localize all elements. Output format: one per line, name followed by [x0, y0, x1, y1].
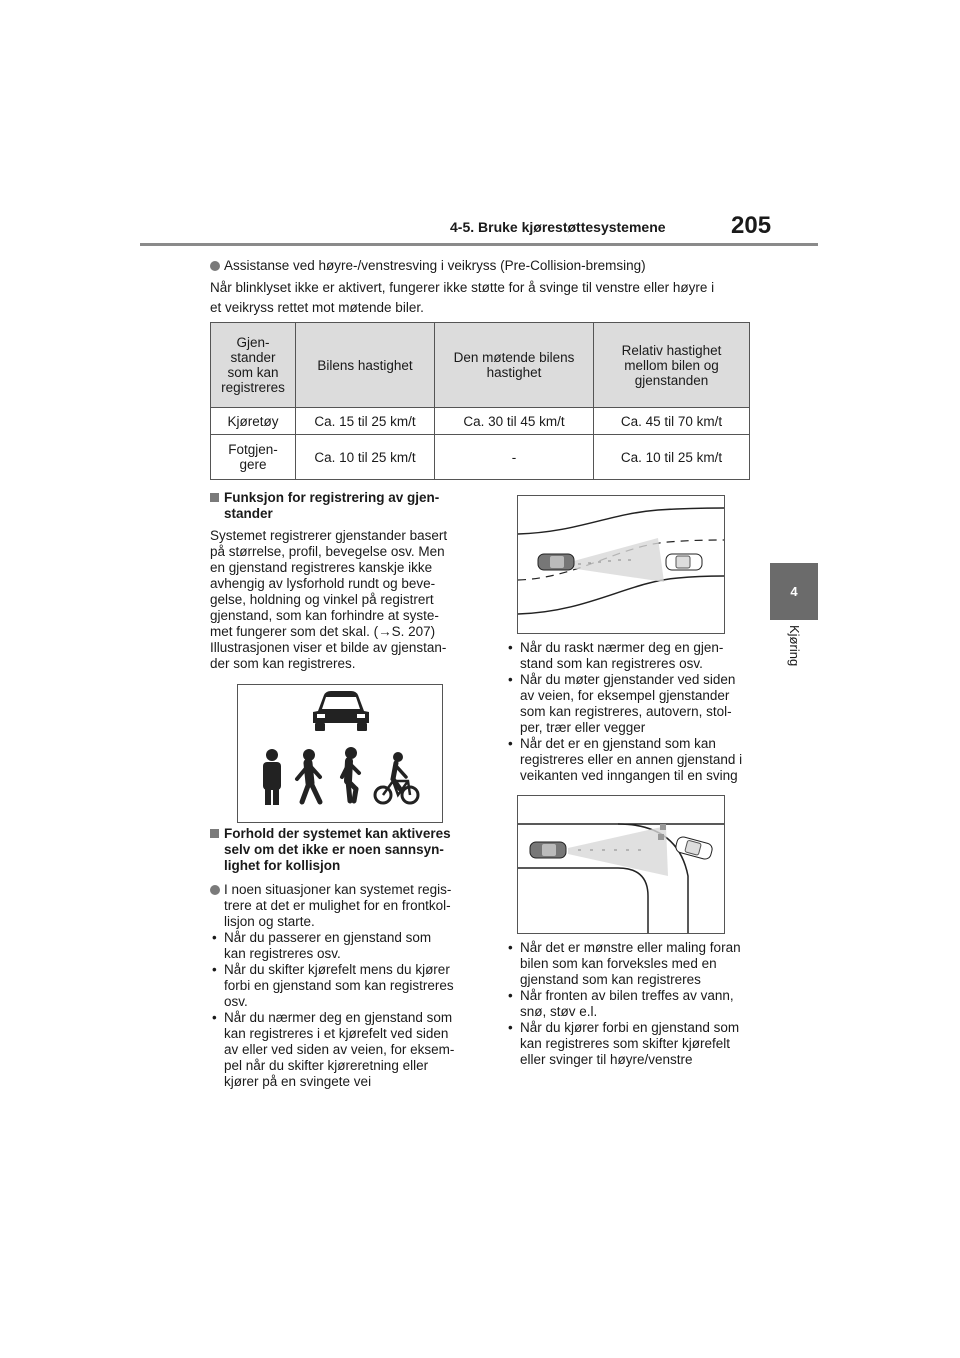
header-divider: [140, 243, 818, 246]
item-line: • Når du passerer en gjenstand som: [224, 930, 432, 945]
table-cell: [211, 435, 296, 480]
intro-paragraph: [210, 278, 770, 318]
car-front-icon: [313, 691, 369, 731]
item-line: gjenstand som kan registreres: [520, 972, 701, 987]
curved-road-figure: [517, 495, 725, 634]
header-line: mellom bilen og: [624, 357, 719, 373]
list-item: [506, 736, 756, 784]
list-item: [506, 672, 756, 736]
item-line: osv.: [224, 994, 248, 1009]
item-line: av eller ved siden av veien, for eksem-: [224, 1042, 455, 1057]
item-line: snø, støv e.l.: [520, 1004, 598, 1019]
heading-line: Forhold der systemet kan aktiveres: [224, 826, 451, 841]
page-number: 205: [731, 212, 772, 239]
speed-table: [210, 322, 750, 480]
header-line: Gjen-: [236, 335, 270, 350]
section2-bullet: [210, 882, 480, 930]
item-line: per, trær eller vegger: [520, 720, 646, 735]
header-line: gjenstanden: [634, 372, 709, 388]
item-line: stand som kan registreres osv.: [520, 656, 703, 671]
header-line: som kan: [227, 365, 279, 380]
detectable-objects-figure: [237, 684, 443, 823]
own-car-icon: [538, 554, 574, 570]
item-line: eller svinger til høyre/venstre: [520, 1052, 693, 1067]
intro-line: Når blinklyset ikke er aktivert, fungerer ikke støtte for å svinge til venstre eller høyre i: [210, 280, 715, 295]
table-cell: Ca. 45 til 70 km/t: [594, 408, 750, 435]
bullet-line: lisjon og starte.: [224, 914, 315, 929]
right-list-2: [506, 940, 756, 1068]
section1-heading: [210, 490, 480, 522]
item-line: pel når du skifter kjøreretning eller: [224, 1058, 429, 1073]
oncoming-car-icon: [675, 836, 714, 861]
chapter-label-text: Kjøring: [787, 625, 802, 667]
item-line: veikanten ved inngangen til en sving: [520, 768, 738, 783]
section1-body: [210, 528, 480, 672]
list-item: [210, 962, 482, 1010]
table-header-cell: [435, 323, 594, 408]
item-line: forbi en gjenstand som kan registreres: [224, 978, 454, 993]
body-line: Systemet registrerer gjenstander basert: [210, 528, 448, 543]
list-item: [210, 930, 482, 962]
body-line: Illustrasjonen viser et bilde av gjenstan-: [210, 640, 447, 655]
table-cell: Ca. 15 til 25 km/t: [296, 408, 435, 435]
list-item: [210, 1010, 482, 1090]
square-bullet-icon: [210, 493, 219, 502]
body-line: avhengig av lysforhold rundt og beve-: [210, 576, 436, 591]
table-header-cell: [594, 323, 750, 408]
list-item: [506, 940, 756, 988]
list-item: [506, 640, 756, 672]
item-line: • Når det er en gjenstand som kan: [520, 736, 716, 751]
header-line: Bilens hastighet: [317, 357, 413, 373]
right-list-1: [506, 640, 756, 784]
item-line: som kan registreres, autovern, stol-: [520, 704, 732, 719]
item-line: • Når du nærmer deg en gjenstand som: [224, 1010, 453, 1025]
table-cell: Ca. 10 til 25 km/t: [296, 435, 435, 480]
body-line: gjenstand, som kan forhindre at syste-: [210, 608, 439, 623]
square-bullet-icon: [210, 829, 219, 838]
bullet-line: I noen situasjoner kan systemet regis-: [224, 882, 452, 897]
cell-line: gere: [239, 457, 267, 472]
table-row: [211, 408, 750, 435]
oncoming-car-icon: [666, 554, 702, 570]
body-line: på størrelse, profil, bevegelse osv. Men: [210, 544, 445, 559]
table-cell: Ca. 30 til 45 km/t: [435, 408, 594, 435]
header-line: stander: [230, 350, 276, 365]
person-running-icon: [342, 747, 359, 801]
intro-bullet-text: Assistanse ved høyre-/venstresving i veikryss (Pre-Collision-bremsing): [224, 258, 646, 273]
heading-line: lighet for kollisjon: [224, 858, 341, 873]
chapter-tab[interactable]: 4: [770, 563, 818, 620]
person-standing-icon: [263, 749, 281, 805]
bullet-line: trere at det er mulighet for en frontkol-: [224, 898, 451, 913]
table-cell: -: [435, 435, 594, 480]
section2-heading: [210, 826, 480, 874]
section2-list: [210, 930, 482, 1090]
header-line: hastighet: [486, 365, 542, 380]
item-line: kjører på en svingete vei: [224, 1074, 372, 1089]
person-walking-icon: [297, 749, 320, 802]
heading-line: selv om det ikke er noen sannsyn-: [224, 842, 444, 857]
item-line: kan registreres i et kjørefelt ved siden: [224, 1026, 449, 1041]
item-line: • Når fronten av bilen treffes av vann,: [520, 988, 734, 1003]
table-cell: Ca. 10 til 25 km/t: [594, 435, 750, 480]
table-header-cell: [211, 323, 296, 408]
item-line: • Når du møter gjenstander ved siden: [520, 672, 736, 687]
item-line: registreres eller en annen gjenstand i: [520, 752, 743, 767]
body-line: gelse, holdning og vinkel på registrert: [210, 592, 434, 607]
turning-figure: [517, 795, 725, 934]
cyclist-icon: [375, 752, 418, 803]
table-header-row: [211, 323, 750, 408]
header-line: Den møtende bilens: [453, 350, 575, 365]
page-reference-link[interactable]: met fungerer som det skal. (→S. 207): [210, 624, 436, 639]
item-line: • Når det er mønstre eller maling foran: [520, 940, 741, 955]
body-line: en gjenstand registreres kanskje ikke: [210, 560, 433, 575]
table-cell: Kjøretøy: [211, 408, 296, 435]
section-title: 4-5. Bruke kjørestøttesystemene: [450, 219, 666, 235]
item-line: • Når du kjører forbi en gjenstand som: [520, 1020, 740, 1035]
item-line: bilen som kan forveksles med en: [520, 956, 717, 971]
heading-line: stander: [224, 506, 273, 521]
item-line: • Når du raskt nærmer deg en gjen-: [520, 640, 724, 655]
intro-bullet: [210, 258, 770, 274]
header-line: registreres: [221, 380, 285, 395]
list-item: [506, 988, 756, 1020]
body-line: der som kan registreres.: [210, 656, 356, 671]
chapter-label: [770, 625, 818, 685]
item-line: • Når du skifter kjørefelt mens du kjører: [224, 962, 450, 977]
item-line: kan registreres som skifter kjørefelt: [520, 1036, 731, 1051]
item-line: kan registreres osv.: [224, 946, 341, 961]
table-row: [211, 435, 750, 480]
item-line: av veien, for eksempel gjenstander: [520, 688, 730, 703]
list-item: [506, 1020, 756, 1068]
bullet-dot-icon: [210, 885, 220, 895]
heading-line: Funksjon for registrering av gjen-: [224, 490, 440, 505]
table-header-cell: [296, 323, 435, 408]
header-line: Relativ hastighet: [621, 342, 722, 358]
cell-line: Fotgjen-: [228, 442, 278, 457]
intro-line: et veikryss rettet mot møtende biler.: [210, 300, 424, 315]
bullet-dot-icon: [210, 261, 220, 271]
own-car-icon: [530, 842, 566, 858]
